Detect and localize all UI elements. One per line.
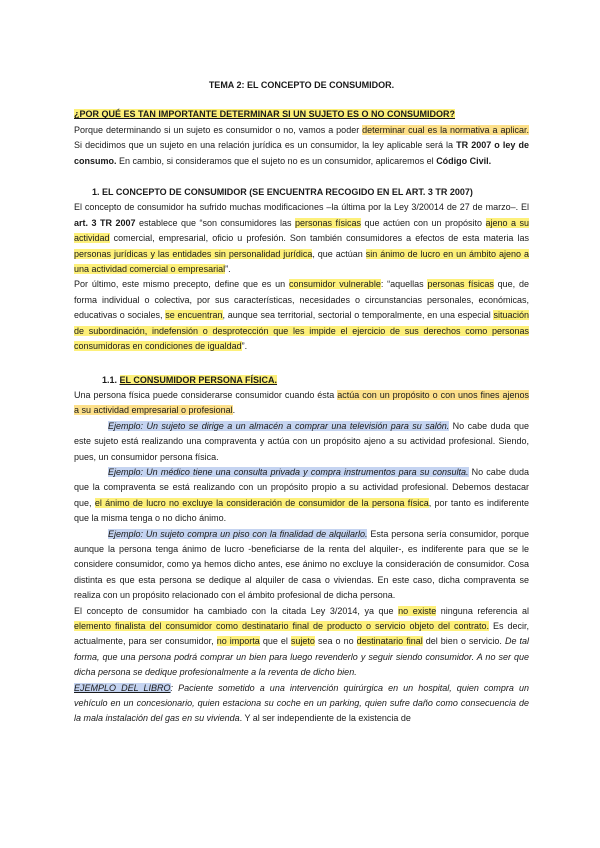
text-run: sea o no bbox=[314, 636, 357, 647]
example-3 bbox=[74, 527, 529, 604]
highlight-run: personas físicas bbox=[294, 217, 361, 228]
text-run: ninguna referencia al bbox=[436, 605, 529, 616]
bold-run: art. 3 TR 2007 bbox=[74, 217, 136, 228]
highlight-run: elemento finalista del consumidor como destinatario final de producto o servicio objeto del contrato. bbox=[74, 621, 490, 631]
example-label: Ejemplo: Un médico tiene una consulta privada y compra instrumentos para su consulta. bbox=[108, 466, 469, 477]
example-1 bbox=[74, 419, 529, 465]
highlight-run: se encuentran bbox=[165, 310, 223, 321]
text-run: Por último, este mismo precepto, define que es un bbox=[74, 279, 289, 290]
text-run: ”. bbox=[241, 341, 248, 352]
text-run: que, de forma individual o colectiva, por sus características, necesidades o circunstancias personales, económicas, educativas o sociales, bbox=[74, 279, 530, 321]
text-run: , por tanto es indiferente que la misma tenga o no dicho ánimo. bbox=[74, 497, 529, 524]
section-heading-1: 1. EL CONCEPTO DE CONSUMIDOR (SE ENCUENTRA RECOGIDO EN EL ART. 3 TR 2007) bbox=[92, 187, 473, 198]
highlight-run: personas jurídicas y las entidades sin personalidad jurídica bbox=[74, 248, 313, 259]
vulnerable-paragraph bbox=[74, 277, 529, 354]
document-title: TEMA 2: EL CONCEPTO DE CONSUMIDOR. bbox=[208, 80, 395, 90]
text-run: establece que “son consumidores las bbox=[135, 217, 295, 228]
text-run: Si decidimos que un sujeto en una relación jurídica es un consumidor, la ley aplicable será la bbox=[74, 140, 457, 151]
book-example-paragraph bbox=[74, 681, 529, 727]
text-run: Porque determinando si un sujeto es consumidor o no, vamos a poder bbox=[74, 124, 363, 135]
concept-change-paragraph bbox=[74, 604, 529, 681]
document-page bbox=[74, 78, 529, 727]
highlight-run: consumidor vulnerable bbox=[288, 279, 381, 290]
highlight-run: determinar cual es la normativa a aplicar. bbox=[362, 124, 529, 135]
question-text: ¿POR QUÉ ES TAN IMPORTANTE DETERMINAR SI UN SUJETO ES O NO CONSUMIDOR? bbox=[74, 109, 456, 120]
italic-run: De tal forma, que una persona podrá comprar un bien para luego revenderlo y seguir siendo consumidor. A no ser que dicha persona se dedique profesionalmente a la reventa de dicho bien. bbox=[74, 636, 530, 678]
text-run: Esta persona sería consumidor, porque aunque la persona tenga ánimo de lucro -beneficiarse de la renta del alquiler-, es indiferente para que se le considere consumidor, como ya hemos dicho antes, ese ánimo no excluye la consideración de consumidor. Cosa distinta es que esta persona se dedique al alquiler de casa o viviendas. En este caso, dicha compraventa se realiza con un propósito relacionado con el ámbito profesional de dicha persona. bbox=[74, 528, 529, 601]
key-question bbox=[74, 107, 529, 122]
text-run: . bbox=[232, 405, 236, 416]
text-run: No cabe duda que la compraventa se está realizando con un propósito propio a su actividad profesional. Debemos destacar que, bbox=[74, 466, 529, 508]
example-label: Ejemplo: Un sujeto compra un piso con la finalidad de alquilarlo. bbox=[108, 528, 368, 539]
bold-run: Código Civil. bbox=[436, 155, 492, 166]
text-run: Una persona física puede considerarse consumidor cuando ésta bbox=[74, 389, 338, 400]
text-run: que el bbox=[259, 636, 291, 647]
heading-number: 1.1. bbox=[102, 374, 120, 385]
example-label: EJEMPLO DEL LIBRO bbox=[74, 682, 171, 693]
highlight-run: actúa con un propósito o con unos fines ajenos a su actividad empresarial o profesional bbox=[74, 389, 529, 416]
text-run: Es decir, actualmente, para ser consumidor, bbox=[74, 621, 529, 647]
section-heading-1-1 bbox=[102, 373, 529, 388]
intro-paragraph bbox=[74, 123, 529, 169]
highlight-run: sin ánimo de lucro en un ámbito ajeno a una actividad comercial o empresarial bbox=[74, 248, 529, 275]
text-run: : “aquellas bbox=[380, 279, 428, 290]
highlight-run: destinatario final bbox=[356, 636, 423, 647]
highlight-run: ajeno a su actividad bbox=[74, 217, 529, 244]
highlight-run: personas físicas bbox=[427, 279, 494, 290]
text-run: El concepto de consumidor ha cambiado con la citada Ley 3/2014, ya que bbox=[74, 605, 399, 616]
highlight-run: no importa bbox=[216, 636, 260, 647]
text-run: En cambio, si consideramos que el sujeto no es un consumidor, aplicaremos el bbox=[116, 155, 437, 166]
example-2 bbox=[74, 465, 529, 527]
text-run: ”. bbox=[225, 264, 231, 275]
definition-paragraph bbox=[74, 200, 529, 277]
text-run: . Y al ser independiente de la existencia de bbox=[239, 713, 411, 724]
heading-label: EL CONSUMIDOR PERSONA FÍSICA. bbox=[119, 374, 278, 385]
text-run: , que actúan bbox=[312, 248, 366, 259]
highlight-run: sujeto bbox=[290, 636, 315, 647]
text-run: del bien o servicio. bbox=[422, 636, 505, 647]
text-run: El concepto de consumidor ha sufrido muchas modificaciones –la última por la Ley 3/20014 de 27 de marzo–. El bbox=[74, 202, 529, 213]
text-run: No cabe duda que este sujeto está realizando una compraventa y actúa con un propósito ajeno a su actividad profesional. Siendo, pues, un consumidor persona física. bbox=[74, 420, 530, 462]
italic-run: : Paciente sometido a una intervención quirúrgica en un hospital, quien compra un vehículo en un concesionario, quien estaciona su coche en un parking, quien sufre daño como consecuencia de la mala instalación del gas en su vivienda bbox=[74, 682, 529, 724]
bold-run: TR 2007 o ley de consumo. bbox=[74, 140, 529, 166]
highlight-run: no existe bbox=[398, 605, 437, 616]
natural-person-paragraph bbox=[74, 388, 529, 419]
text-run: que actúen con un propósito bbox=[361, 217, 486, 228]
example-label: Ejemplo: Un sujeto se dirige a un almacén a comprar una televisión para su salón. bbox=[108, 420, 450, 431]
spacer bbox=[74, 169, 529, 181]
text-run: comercial, empresarial, oficio u profesión. Son también consumidores a efectos de esta materia las bbox=[109, 233, 529, 244]
highlight-run: el ánimo de lucro no excluye la consideración de consumidor de la persona física bbox=[94, 497, 429, 508]
text-run: , aunque sea territorial, sectorial o temporalmente, en una especial bbox=[222, 310, 494, 321]
highlight-run: situación de subordinación, indefensión o desprotección que les impide el ejercicio de sus derechos como personas consumidoras en condiciones de igualdad bbox=[74, 310, 530, 352]
